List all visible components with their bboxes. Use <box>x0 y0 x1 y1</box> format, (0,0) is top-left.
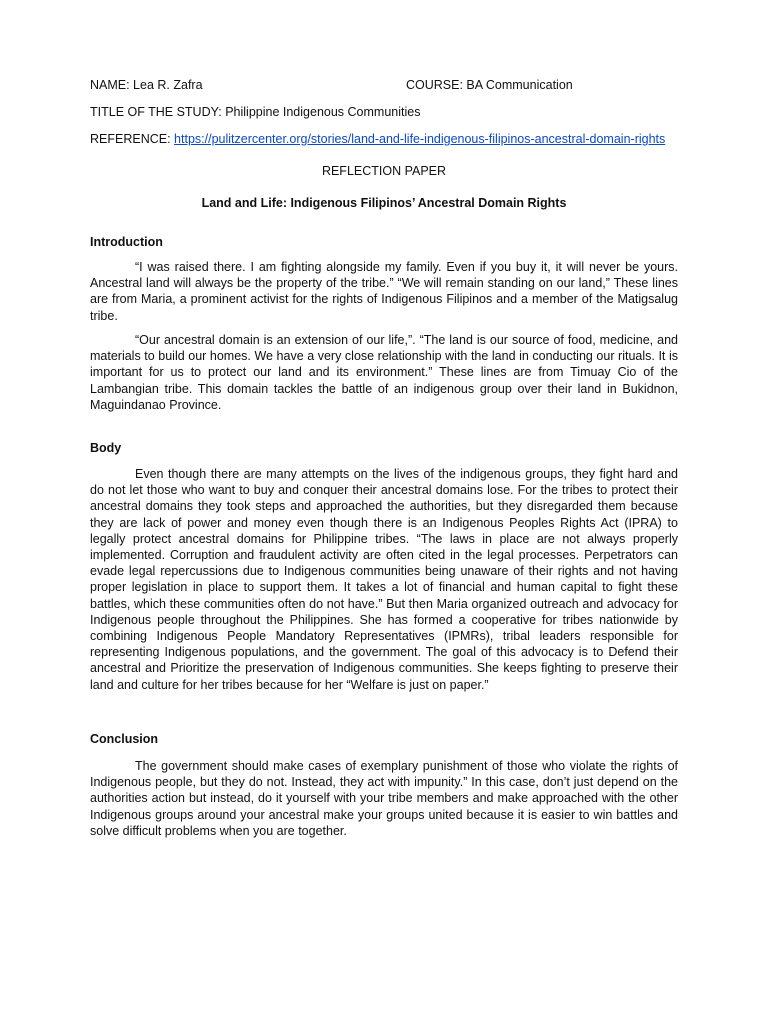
study-title: TITLE OF THE STUDY: Philippine Indigenous Communities <box>90 105 421 119</box>
introduction-paragraph: “I was raised there. I am fighting alongside my family. Even if you buy it, it will never be yours. Ancestral land will always be the property of the tribe.” “We will remain standing on our land,” These lines are from Maria, a prominent activist for the rights of Indigenous Filipinos and a member of the Matigsalug tribe. <box>90 260 678 323</box>
body-paragraph: Even though there are many attempts on the lives of the indigenous groups, they fight hard and do not let those who want to buy and conquer their ancestral domains lose. For the tribes to protect their ancestral domains they took steps and approached the authorities, but they disregarded them because they are lack of power and money even though there is an Indigenous Peoples Rights Act (IPRA) to legally protect ancestral domains for Philippine tribes. “The laws in place are not always properly implemented. Corruption and fraudulent activity are often cited in the legal processes. Perpetrators can evade legal repercussions due to Indigenous communities being unaware of their rights and not having proper legislation in place to support them. It takes a lot of financial and human capital to fight these battles, which these communities often do not have.” But then Maria organized outreach and advocacy for Indigenous people throughout the Philippines. She has formed a cooperative for tribes nationwide by combining Indigenous People Mandatory Representatives (IPMRs), tribal leaders responsible for representing Indigenous populations, and the government. The goal of this advocacy is to Defend their ancestral and Prioritize the preservation of Indigenous communities. She keeps fighting to preserve their land and culture for her tribes because for her “Welfare is just on paper.” <box>90 467 678 692</box>
introduction-paragraph: “Our ancestral domain is an extension of our life,”. “The land is our source of food, medicine, and materials to build our homes. We have a very close relationship with the land in conducting our rituals. It is important for us to protect our land and its environment.” These lines are from Timuay Cio of the Lambangian tribe. This domain tackles the battle of an indigenous group over their land in Bukidnon, Maguindanao Province. <box>90 333 678 412</box>
course-name: COURSE: BA Communication <box>406 78 573 92</box>
introduction-heading: Introduction <box>90 235 163 249</box>
document-title: Land and Life: Indigenous Filipinos’ Ancestral Domain Rights <box>201 196 567 210</box>
conclusion-paragraph: The government should make cases of exemplary punishment of those who violate the rights of Indigenous people, but they do not. Instead, they act with impunity.” In this case, don’t just depend on the authorities action but instead, do it yourself with your tribe members and make approached with the other Indigenous groups around your ancestral make your groups united because it is easier to win battles and solve difficult problems when you are together. <box>90 759 678 838</box>
student-name: NAME: Lea R. Zafra <box>90 78 203 92</box>
document-type: REFLECTION PAPER <box>321 164 447 178</box>
reference-link[interactable]: https://pulitzercenter.org/stories/land-and-life-indigenous-filipinos-ancestral-domain-rights <box>174 132 666 146</box>
reference-label: REFERENCE: <box>90 132 175 146</box>
body-heading: Body <box>90 441 122 455</box>
conclusion-heading: Conclusion <box>90 732 159 746</box>
reference-line <box>90 131 680 147</box>
